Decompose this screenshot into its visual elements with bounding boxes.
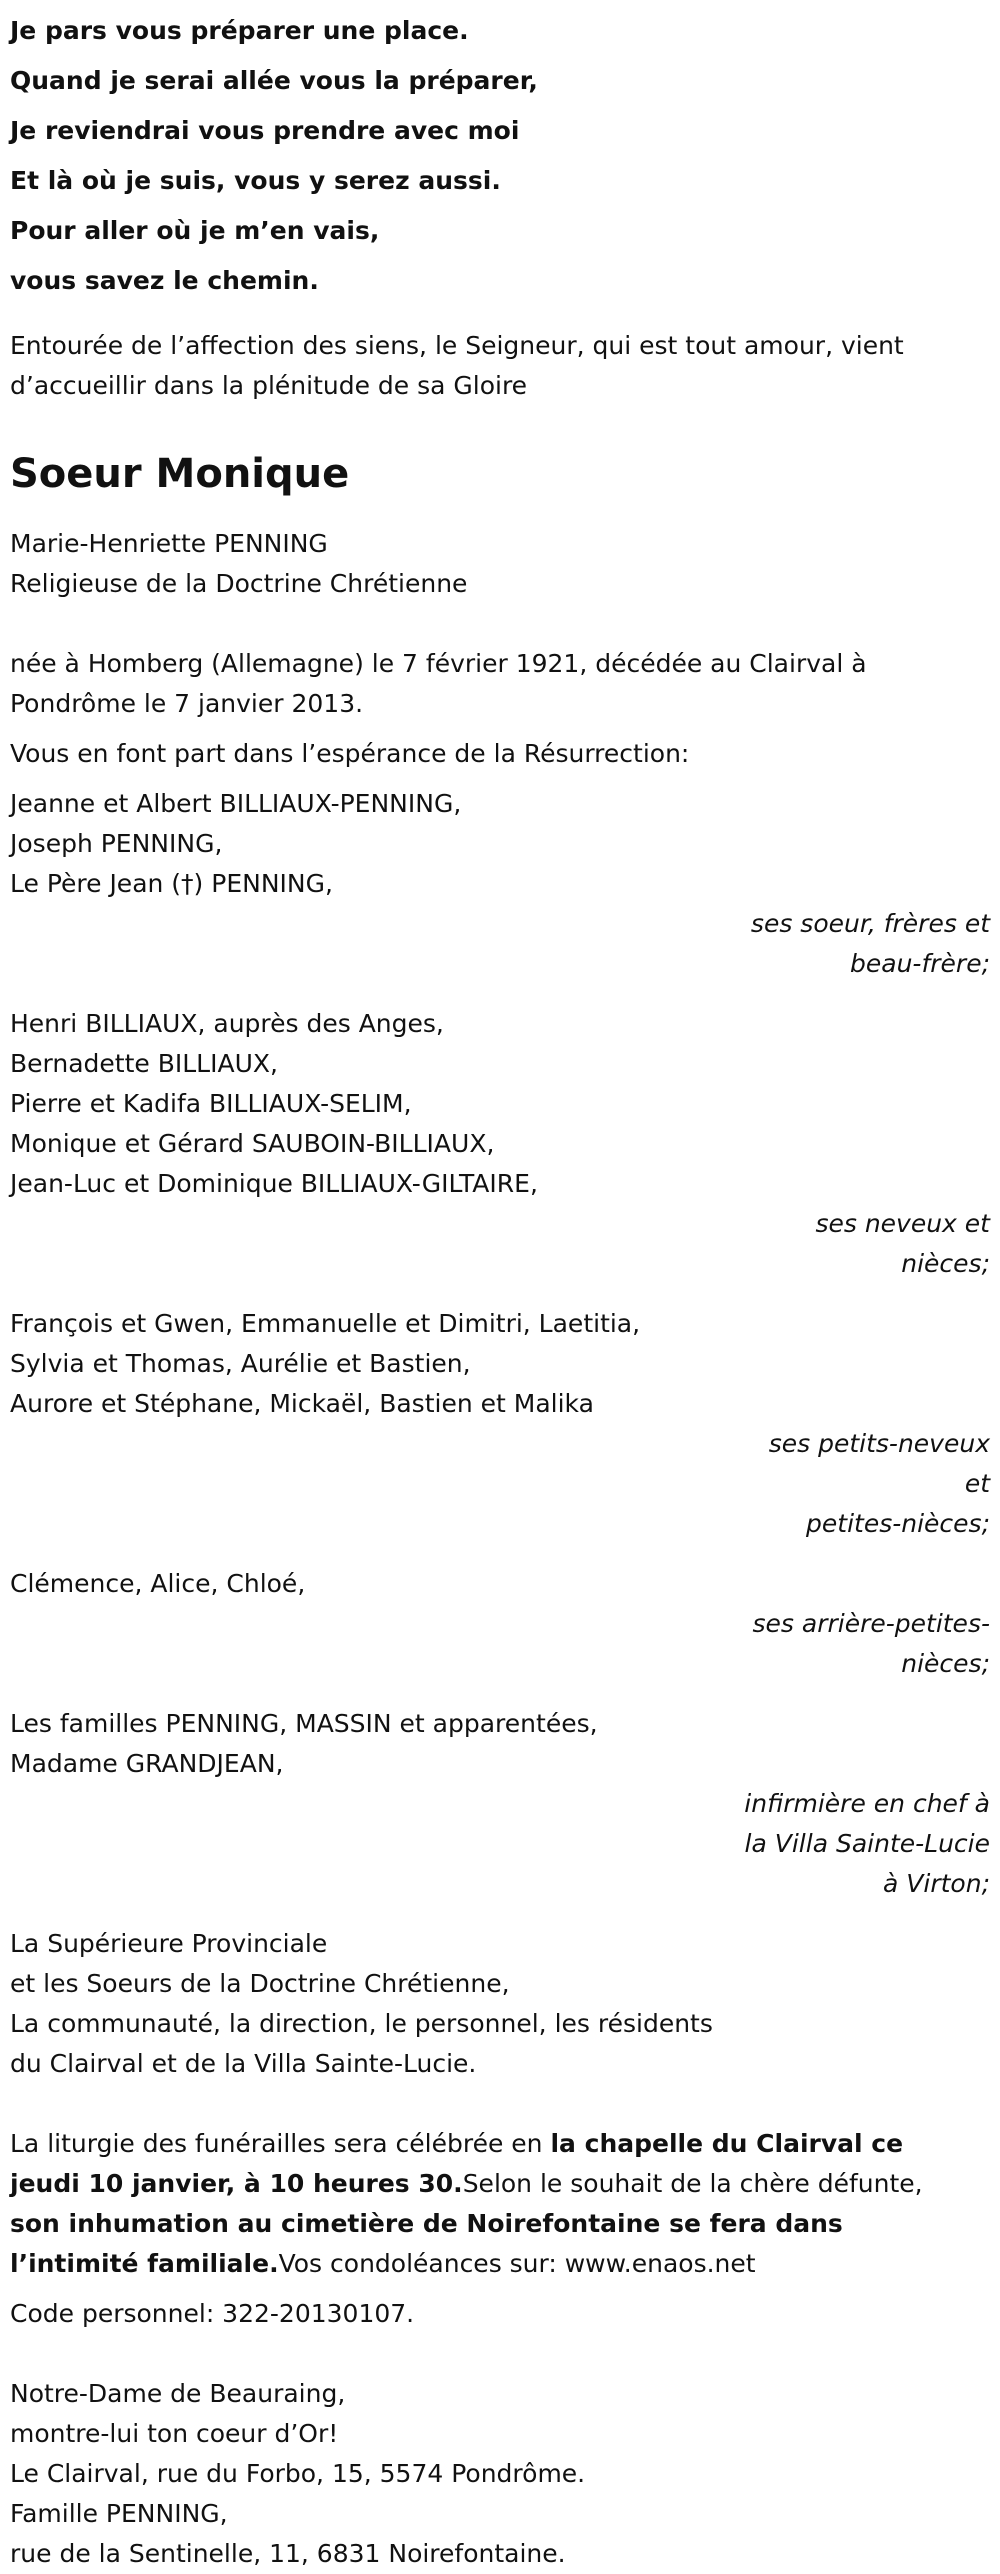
family-group-siblings <box>10 784 1000 904</box>
poem-line: vous savez le chemin. <box>10 266 319 295</box>
obituary-page <box>0 6 1000 2574</box>
poem-line: Je pars vous préparer une place. <box>10 16 469 45</box>
relation-label: infirmière en chef à la Villa Sainte-Lucie à Virton; <box>744 1789 990 1898</box>
poem-line: Quand je serai allée vous la préparer, <box>10 66 538 95</box>
family-line: Joseph PENNING, <box>10 829 223 858</box>
personal-code: Code personnel: 322-20130107. <box>10 2299 415 2328</box>
funeral-location-time: la chapelle du Clairval ce jeudi 10 janvier, à 10 heures 30. <box>10 2129 904 2198</box>
family-group-others <box>10 1704 1000 1784</box>
family-group-nephews <box>10 1004 1000 1204</box>
condolences-text: Vos condoléances sur: www.enaos.net <box>278 2249 756 2278</box>
family-line: Jeanne et Albert BILLIAUX-PENNING, <box>10 789 462 818</box>
identity: Marie-Henriette PENNING Religieuse de la Doctrine Chrétienne <box>10 529 468 598</box>
poem-line: Et là où je suis, vous y serez aussi. <box>10 166 501 195</box>
family-line: Aurore et Stéphane, Mickaël, Bastien et Malika <box>10 1389 594 1418</box>
family-line: et les Soeurs de la Doctrine Chrétienne, <box>10 1969 510 1998</box>
closing-addresses: Notre-Dame de Beauraing, montre-lui ton coeur d’Or! Le Clairval, rue du Forbo, 15, 5574 Pondrôme. Famille PENNING, rue de la Sentinelle, 11, 6831 Noirefontaine. <box>10 2379 586 2568</box>
family-line: Sylvia et Thomas, Aurélie et Bastien, <box>10 1349 471 1378</box>
intro-text: Entourée de l’affection des siens, le Seigneur, qui est tout amour, vient d’accueillir dans la plénitude de sa Gloire <box>10 331 904 400</box>
family-line: Pierre et Kadifa BILLIAUX-SELIM, <box>10 1089 412 1118</box>
family-line: Le Père Jean (†) PENNING, <box>10 869 333 898</box>
announcement: Vous en font part dans l’espérance de la Résurrection: <box>10 739 690 768</box>
funeral-details: La liturgie des funérailles sera célébrée en la chapelle du Clairval ce jeudi 10 janvier, à 10 heures 30.Selon le souhait de la chère défunte, son inhumation au cimetière de Noirefontaine se fera dans l’intimité familiale.Vos condoléances sur: www.enaos.net <box>10 2129 923 2278</box>
family-line: Monique et Gérard SAUBOIN-BILLIAUX, <box>10 1129 495 1158</box>
relation-label: ses soeur, frères et beau-frère; <box>750 909 990 978</box>
family-line: Madame GRANDJEAN, <box>10 1749 284 1778</box>
burial-info: son inhumation au cimetière de Noirefontaine se fera dans l’intimité familiale. <box>10 2209 843 2278</box>
family-group-community <box>10 1924 1000 2084</box>
family-line: La communauté, la direction, le personnel, les résidents <box>10 2009 713 2038</box>
deceased-name: Soeur Monique <box>10 451 350 497</box>
family-group-great-grandnieces <box>10 1564 1000 1604</box>
family-line: Jean-Luc et Dominique BILLIAUX-GILTAIRE, <box>10 1169 538 1198</box>
poem <box>10 6 1000 306</box>
relation-label: ses neveux et nièces; <box>815 1209 990 1278</box>
family-line: Clémence, Alice, Chloé, <box>10 1569 306 1598</box>
relation-label: ses arrière-petites- nièces; <box>752 1609 990 1678</box>
family-group-grandnephews <box>10 1304 1000 1424</box>
family-line: François et Gwen, Emmanuelle et Dimitri, Laetitia, <box>10 1309 641 1338</box>
birth-death-text: née à Homberg (Allemagne) le 7 février 1921, décédée au Clairval à Pondrôme le 7 janvier 2013. <box>10 649 867 718</box>
poem-line: Pour aller où je m’en vais, <box>10 216 380 245</box>
relation-label: ses petits-neveux et petites-nièces; <box>768 1429 990 1538</box>
family-line: du Clairval et de la Villa Sainte-Lucie. <box>10 2049 477 2078</box>
poem-line: Je reviendrai vous prendre avec moi <box>10 116 520 145</box>
family-line: Les familles PENNING, MASSIN et apparentées, <box>10 1709 598 1738</box>
family-line: Henri BILLIAUX, auprès des Anges, <box>10 1009 444 1038</box>
family-line: La Supérieure Provinciale <box>10 1929 328 1958</box>
family-line: Bernadette BILLIAUX, <box>10 1049 278 1078</box>
